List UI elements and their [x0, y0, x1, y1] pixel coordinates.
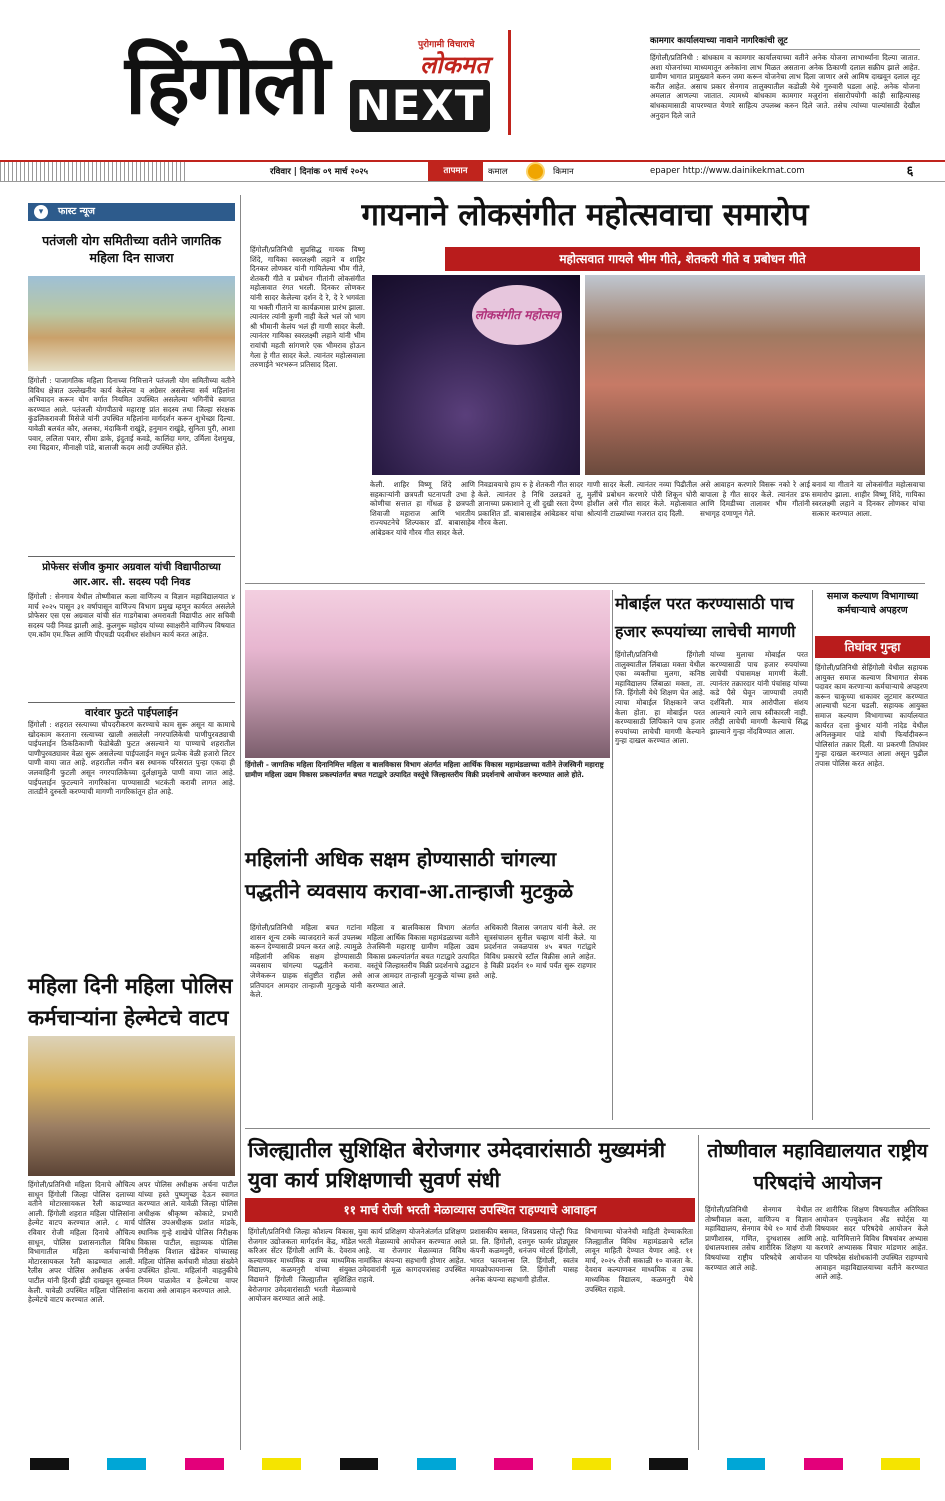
- temperature-min: किमान: [553, 167, 574, 177]
- reg-mark: [456, 1458, 495, 1470]
- ticker-body: हिंगोली/प्रतिनिधी : बांधकाम व कामगार कार्यालयाच्या वतीने अनेक योजना लाभार्थ्यांना दिल्या जातात. अशा योजनांच्या माध्यमातून अनेकांना लाभ मिळत असताना अनेक ठिकाणी दलाल सक्रीय झाले आहेत. ग्रामीण भागात प्रामुख्याने करुन जमा करून योजनेचा लाभ दिला जाणार असे आमिष दाखवून दलाल लूट करीत आहेत. असाच प्रकार सेनगाव तालुक्यातील कडोळी येथे गुरुवारी घडला आहे. अनेक योजना अमलात आणल्या जातात. त्यामध्ये बांधकाम कामगार मजुरांना संसारोपयोगी कांही साहित्यासह बांधकामासाठी वापरण्यात येणारे साहित्य उपलब्ध करुन दिले जाते. तसेच त्यांच्या पाल्यांसाठी देखील अनुदान दिले जाते: [650, 53, 920, 120]
- column-divider: [812, 590, 813, 1120]
- row-divider: [245, 1128, 930, 1129]
- reg-mark: [146, 1458, 185, 1470]
- article-column: हिंगोली/प्रतिनिधी जिल्हा कौशल्य विकास, रोजगार उद्योजकता मार्गदर्शन केंद्र, मॉडेल करिअर सेंटर हिंगोली आणि के. देवराव कल्याणकर माध्यमिक व उच्च माध्यमिक विद्यालय, कळमनुरी यांच्या संयुक्त विद्यमाने हिंगोली जिल्ह्यातील सुशिक्षित बेरोजगार उमेदवारांसाठी भरती मेळाव्याचे आयोजन करण्यात आले आहे.: [248, 1227, 356, 1304]
- festival-banner: लोकसंगीत महोत्सव: [472, 285, 562, 345]
- page-number: ६: [906, 164, 914, 179]
- article-column: यांच्या मुलाचा मोबाईल परत करण्यासाठी पाच हजार रुपयांच्या लाचेची पंचासमक्ष मागणी केली. त्यानंतर तक्रारदार यांनी पंचांसह यांच्या कडे पैसे घेवून जाण्याची तयारी दर्शविली. मात्र आरोपीला संशय आल्याने त्याने लाच स्वीकारली नाही. तरीही लाचेची मागणी केल्याचे सिद्ध झाल्याने गुन्हा नोंदविण्यात आला.: [710, 650, 808, 736]
- womens-day-photo: [245, 590, 610, 758]
- reg-mark: [843, 1458, 882, 1470]
- story-headline: मोबाईल परत करण्यासाठी पाच हजार रूपयांच्या लाचेची मागणी: [615, 594, 796, 641]
- audience-photo: [585, 275, 925, 475]
- article-column: महिला व बालविकास विभाग अंतर्गत महिला आर्थिक विकास महामंडळाच्या वतीने तेजस्विनी महाराष्ट्र ग्रामीण महिला उद्यम विकास प्रकल्पांतर्गत बचत गटाद्वारे उत्पादित वस्तूंचे जिल्हास्तरीय विक्री प्रदर्शनाचे उद्घाटन आज आमदार तान्हाजी मुटकुळे यांच्या हस्ते करण्यात आले.: [367, 923, 479, 990]
- masthead-brand: लोकमत: [420, 51, 489, 79]
- reg-mark: [107, 1458, 146, 1470]
- ticker-story: [650, 35, 920, 153]
- reg-mark: [688, 1458, 727, 1470]
- story-headline: तोष्णीवाल महाविद्यालयात राष्ट्रीय परिषदांचे आयोजन: [707, 1140, 928, 1194]
- masthead-title: हिंगोली: [125, 37, 329, 133]
- story-headline: महिलांनी अधिक सक्षम होण्यासाठी चांगल्या पद्धतीने व्यवसाय करावा-आ.तान्हाजी मुटकुळे: [245, 847, 574, 903]
- column-divider: [240, 195, 241, 1450]
- story-body: हिंगोली : सेनगाव येथील तोष्णीवाल कला वाणिज्य व विज्ञान महाविद्यालयात ४ मार्च २०२५ पासून ३१ वर्षापासून वाणिज्य विभाग प्रमुख म्हणून कार्यरत असलेले प्रोफेसर एस एस अग्रवाल यांची संत गाडगेबाबा अमरावती विद्यापीठ आर सचिवी सदस्य पदी निवड झाली आहे. कुलगुरू महोदय यांच्या स्वाक्षरीने वाणिज्य विषयात एम.कॉम एम.फिल आणि पीएचडी पदवीधर संशोधन कार्य करत आहेत.: [28, 592, 235, 640]
- reg-mark: [494, 1458, 533, 1470]
- issue-date: रविवार | दिनांक ०९ मार्च २०२५: [270, 167, 369, 177]
- date-strip: [0, 160, 945, 182]
- reg-mark: [417, 1458, 456, 1470]
- temperature-max: कमाल: [488, 167, 508, 177]
- article-column: अपर पोलिस अधीक्षक अर्चना पाटील यांच्या हस्ते पुष्पगुच्छ देऊन स्वागत करण्यात आले. यावेळी जिल्हा पोलिस अधीक्षक श्रीकृष्ण कोकाटे, प्रभारी पोलिस उपअधीक्षक प्रशांत मांडके, स्थानिक गुन्हे शाखेचे पोलिस निरीक्षक विकास पाटील, सहाय्यक पोलिस निरीक्षक विशाल खेडेकर यांच्यासह महिला पोलिस कर्मचारी मोठ्या संख्येने उपस्थित होत्या. महिलांनी वाहतुकीचे नियम पाळावेत व हेल्मेटचा वापर करावा असे आवाहन करण्यात आले.: [138, 1180, 238, 1295]
- reg-mark: [262, 1458, 301, 1470]
- fast-news-header: फास्ट न्यूज: [28, 203, 235, 221]
- ticker-title: कामगार कार्यालयाच्या नावाने नागरिकांची लूट: [650, 35, 920, 50]
- article-column: हिंगोली/प्रतिनिधी हिंगोली तालुक्यातील लिंबाळा मक्ता येथील एका व्यक्तीचा मुलगा, कनिष्ठ महाविद्यालय लिंबाळा मक्ता, ता. जि. हिंगोली येथे शिक्षण घेत आहे. त्याचा मोबाईल शिक्षकाने जप्त केला होता. हा मोबाईल परत करण्यासाठी लिपिकाने पाच हजार रुपयांच्या लाचेची मागणी केल्याने गुन्हा दाखल करण्यात आला.: [615, 650, 705, 746]
- temperature-label: तापमान: [428, 162, 483, 181]
- article-column: हिंगोली/प्रतिनिधी सुप्रसिद्ध गायक विष्णू शिंदे, गायिका स्वरलक्ष्मी लहाने व शाहिर दिनकर लोणकर यांनी गायिलेल्या भीम गीते, शेतकरी गीते व प्रबोधन गीतांनी लोकसंगीत महोत्सवात रंगत भरली. दिनकर लोणकर यांनी सादर केलेल्या दर्शन दे रे, दे रे भगवंता या भक्ती गीताने या कार्यक्रमास प्रारंभ झाला. त्यानंतर त्यांनी कुणी नाही केले भलं जो भाग श्री भीमानी केलंय भलं ही गाणी सादर केली. त्यानंतर गायिका स्वरलक्ष्मी लहाने यांनी भीम रायांची महती सांगणारे एक भीमराव होऊन गेला हे गीत सादर केले. त्यानंतर महोत्सवाला तरुणाईने भरभरून प्रतिसाद दिला.: [250, 245, 365, 370]
- story-headline: महिला दिनी महिला पोलिस कर्मचाऱ्यांना हेल्मेटचे वाटप: [28, 974, 233, 1030]
- sun-icon: [528, 164, 543, 179]
- article-column: हिंगोली/प्रतिनिधी सेनगाव येथील तोष्णीवाल कला, वाणिज्य व विज्ञान महाविद्यालय, सेनगाव येथे १० मार्च रोजी प्राणीशास्त्र, गणित, दुग्धशास्त्र आणि ग्रंथालयशास्त्र तसेच शारीरिक शिक्षण या विषयांच्या राष्ट्रीय परिषदेचे आयोजन करण्यात आले आहे.: [705, 1205, 812, 1272]
- reg-mark: [378, 1458, 417, 1470]
- reg-mark: [881, 1458, 920, 1470]
- chevron-down-icon: ▾: [34, 205, 48, 219]
- yoga-group-photo: [28, 276, 235, 371]
- reg-mark: [611, 1458, 650, 1470]
- crime-badge: तिघांवर गुन्हा: [815, 636, 930, 658]
- article-column: हिंगोली/प्रतिनिधी महिला दिनाचे औचित्य साधून हिंगोली जिल्हा पोलिस दलाच्या वतीने मोटारसायकल रैली काढण्यात आली. हिंगोली शहरात महिला पोलिसांना हेल्मेट वाटप करण्यात आले. ८ मार्च रविवार रोजी महिला दिनाचे औचित्य साधून, पोलिस प्रशासनातील विविध विभागातील महिला कर्मचाऱ्यांची मोटारसायकल रैली काढण्यात आली. रैलीस अपर पोलिस अधीक्षक अर्चना पाटील यांनी हिरवी झेंडी दाखवून सुरुवात केली. यावेळी उपस्थित महिला पोलिसांना हेल्मेटचे वाटप करण्यात आले.: [28, 1180, 135, 1305]
- story-title: वारंवार फुटते पाईपलाईन: [28, 702, 235, 721]
- reg-mark: [185, 1458, 224, 1470]
- row-divider: [245, 583, 925, 584]
- story-title: प्रोफेसर संजीव कुमार अग्रवाल यांची विद्यापीठाच्या आर.आर. सी. सदस्य पदी निवड: [28, 556, 235, 590]
- article-column: अधिकारी विलास जगताप यांनी केले. तर सूत्रसंचालन सुनील चव्हाण यांनी केले. या प्रदर्शनात जवळपास ४५ बचत गटांद्वारे विविध प्रकारचे स्टॉल विक्रीस आले आहेत. हे विक्री प्रदर्शन १० मार्च पर्यंत सुरू राहणार आहे.: [484, 923, 596, 980]
- temperature-box: [428, 162, 606, 181]
- reg-mark: [727, 1458, 766, 1470]
- reg-mark: [533, 1458, 572, 1470]
- reg-mark: [649, 1458, 688, 1470]
- color-registration-bar: [30, 1458, 920, 1470]
- masthead-divider: [508, 30, 511, 135]
- article-column: हिंगोली/प्रतिनिधी महिला बचत गटांना शासन शून्य टक्के व्याजदराने कर्ज उपलब्ध करून देण्यासाठी प्रयत्न करत आहे. त्यामुळे महिलांनी अधिक सक्षम होण्यासाठी व्यवसाय चांगल्या पद्धतीने करावा. जेणेकरून ग्राहक संतुष्टीत राहील असे प्रतिपादन आमदार तान्हाजी मुटकुळे यांनी केले.: [250, 923, 362, 1000]
- article-column: विभागाच्या योजनेची माहिती देण्याकरिता जिल्ह्यातील विविध महामंडळाचे स्टॉल लावून माहिती देण्यात येणार आहे. ११ मार्च, २०२५ रोजी सकाळी १० वाजता के. देवराव कल्याणकर माध्यमिक व उच्च माध्यमिक विद्यालय, कळमनुरी येथे उपस्थित राहावे.: [585, 1227, 693, 1294]
- strip-decoration: [0, 162, 185, 181]
- story-headline: समाज कल्याण विभागाच्या कर्मचाऱ्याचे अपहरण: [826, 591, 919, 616]
- article-column: प्रशासकीय बसमत, शिवप्रसाद पोल्ट्री फिड प्रा. लि. हिंगोली, दत्तगुरु फार्मर प्रोड्यूसर कंपनी कळमनुरी, धनंजय मोटर्स हिंगोली, भारत फायनान्स लि. हिंगोली, स्वतंत्र मायक्रोफायनान्स लि. हिंगोली यासह अनेक कंपन्या सहभागी होतील.: [470, 1227, 578, 1284]
- article-column: असे आवाहन करणारे विसरू नको रे आई बापाला हे गीत सादर केले. त्यानंतर डफ आणि दिमडीच्या तालावर भीम गीतांनी सभागृह दणाणून गेले.: [700, 480, 810, 518]
- reg-mark: [301, 1458, 340, 1470]
- article-column: तर शारीरिक शिक्षण विषयातील अतिरिक्त आयोजन एज्युकेशन अँड स्पोर्ट्स या विषयावर सदर परिषदेचे आयोजन केले आहे. यानिमित्ताने विविध विषयांवर अभ्यास करणारे अभ्यासक विचार मांडणार आहेत. या परिषदेस संशोधकांनी उपस्थित राहण्याचे आवाहन महाविद्यालयाच्या वतीने करण्यात आले आहे.: [815, 1205, 928, 1282]
- column-divider: [612, 590, 613, 1120]
- story-headline: जिल्ह्यातील सुशिक्षित बेरोजगार उमेदवारांसाठी मुख्यमंत्री युवा कार्य प्रशिक्षणाची सुवर्ण संधी: [248, 1138, 666, 1192]
- main-headline: गायनाने लोकसंगीत महोत्सवाचा समारोप: [361, 197, 809, 233]
- police-women-photo: [28, 1036, 235, 1176]
- reg-mark: [69, 1458, 108, 1470]
- article-column: केली. शाहिर विष्णू शिंदे आणि सहकाऱ्यांनी छत्रपती घटनापती उभा हे कोणीचा सत्तात हा गोंधळ हे छत्रपती शिवाजी महाराज आणि भारतीय राज्यघटनेचे शिल्पकार डॉ. बाबासाहेब आंबेडकर यांचे गौरव गीत सादर केले.: [370, 480, 475, 537]
- reg-mark: [340, 1458, 379, 1470]
- masthead-next-logo: NEXT: [350, 80, 490, 132]
- story-subheadline: ११ मार्च रोजी भरती मेळाव्यास उपस्थित राहण्याचे आवाहन: [245, 1198, 695, 1222]
- article-column: बनावं या गीताने या लोकसंगीत महोत्सवाचा समारोप झाला. शाहीर विष्णू शिंदे, गायिका स्वरलक्ष्मी लहाने व दिनकर लोणकर यांचा सत्कार करण्यात आला.: [812, 480, 925, 518]
- reg-mark: [572, 1458, 611, 1470]
- story-title: पतंजली योग समितीच्या वतीने जागतिक महिला दिन साजरा: [42, 233, 221, 265]
- story-body: हिंगोली/प्रतिनिधी सेहिंगोली येथील सहायक आयुक्त समाज कल्याण विभागात सेवक पदावर काम करणाऱ्या कर्मचाऱ्याचे अपहरण करून चाकूच्या धाकावर लूटमार करण्यात आल्याची घटना घडली. सहायक आयुक्त समाज कल्याण विभागाच्या कार्यालयात कार्यरत दत्ता कुंभार यांनी नांदेड येथील अनिलकुमार पांडे यांची फिर्यादीवरून पोलिसांत तक्रार दिली. या प्रकरणी तिघांवर गुन्हा दाखल करण्यात आला असून पुढील तपास पोलिस करत आहेत.: [815, 663, 928, 768]
- article-column: निवडावयाचे हाय रु हे शेतकरी गीत सादर केले. त्यानंतर हे निधि उलडवते तू, ज्ञानाच्या प्रकाशाने तू शी दुखी रस्ता देण्ण प्रकाशित डॉ. बाबासाहेब आंबेडकर यांचा गौरव केला.: [478, 480, 583, 528]
- reg-mark: [224, 1458, 263, 1470]
- column-divider: [698, 1135, 699, 1450]
- reg-mark: [30, 1458, 69, 1470]
- photo-caption: हिंगोली - जागतिक महिला दिनानिमित्त महिला व बालविकास विभाग अंतर्गत महिला आर्थिक विकास महामंडळाच्या वतीने तेजस्विनी महाराष्ट्र ग्रामीण महिला उद्यम विकास प्रकल्पांतर्गत बचत गटाद्वारे उत्पादित वस्तूंचे जिल्हास्तरीय विक्री प्रदर्शनाचे आयोजन करण्यात आले होते.: [245, 760, 604, 779]
- reg-mark: [765, 1458, 804, 1470]
- story-body: हिंगोली : पाजागतिक महिला दिनाच्या निमित्ताने पतंजली योग समितीच्या वतीने विविध क्षेत्रात उल्लेखनीय कार्य केलेल्या व अग्रेसर असलेल्या सर्व महिलांना अभिवादन करून योग वर्गात नियमित उपस्थित असलेल्या भगिनींचे स्वागत करण्यात आले. पतंजली योगपीठाचे महाराष्ट्र प्रांत सदस्य तथा जिल्हा संरक्षक कुंडलिकरावजी मिसेजे यांनी उपस्थित महिलांना मार्गदर्शन करून शुभेच्छा दिल्या. यावेळी बलवंत कौर, अलका, मंदाकिनी राखुंडे, हनुमान राखुंडे, सुनिता पुरी, आशा पवार, ललिता पवार, सीमा डाके, इंदुताई कवडे, कालिंदा मगर, उर्मिला देशमुख, रमा चिद्रवार, मीनाक्षी पांडे, बालाजी कदम आदी उपस्थित होते.: [28, 376, 235, 453]
- epaper-link[interactable]: epaper http://www.dainikekmat.com: [650, 166, 805, 176]
- story-body: हिंगोली : शहरात रस्त्याच्या चौपदरीकरण करण्याचे काम सुरू असून या कामाचे खोदकाम करताना रस्त्याच्या खाली असलेली नगरपालिकेची पाणीपुरवठ्याची पाईपलाईन ठिकठिकाणी फेडोबेळी फुटत असल्याने या पाण्याचे शहरातील पाणीपुरवठ्यावर वेळा सुरू असलेल्या पाईपलाईन मधून प्रत्येक वेळी हजारो लिटर पाणी वाया जात आहे. शहरातील नवीन बस स्थानक परिसरात पुन्हा एकदा ही जलवाहिनी फुटली असून नगरपालिकेच्या दुर्लक्षामुळे पाणी वाया जात आहे. पाईपलाईन फुटल्याने नागरिकांना पाण्यासाठी भटकंती करावी लागत आहे. तातडीने दुरुस्ती करण्याची मागणी नागरिकांतून होत आहे.: [28, 720, 235, 797]
- article-column: युवा कार्य प्रशिक्षण योजनेअंतर्गत प्रशिक्षण भरती मेळाव्याचे आयोजन करण्यात आले आहे. या रोजगार मेळाव्यात विविध नामांकित कंपन्या सहभागी होणार आहेत. उमेदवारांनी मूळ कागदपत्रांसह उपस्थित राहावे.: [358, 1227, 466, 1284]
- main-subheadline: महोत्सवात गायले भीम गीते, शेतकरी गीते व प्रबोधन गीते: [445, 247, 920, 271]
- reg-mark: [804, 1458, 843, 1470]
- article-column: गाणी सादर केली. त्यानंतर नव्या पिढीतील मुलींचे प्रबोधन करणारे पोरी शिकून घोरी होशील असे गीत सादर केले. महोत्सवात श्रोत्यांनी टाळ्यांच्या गजरात दाद दिली.: [587, 480, 697, 518]
- masthead-tagline: पुरोगामी विचाराचे: [418, 40, 475, 50]
